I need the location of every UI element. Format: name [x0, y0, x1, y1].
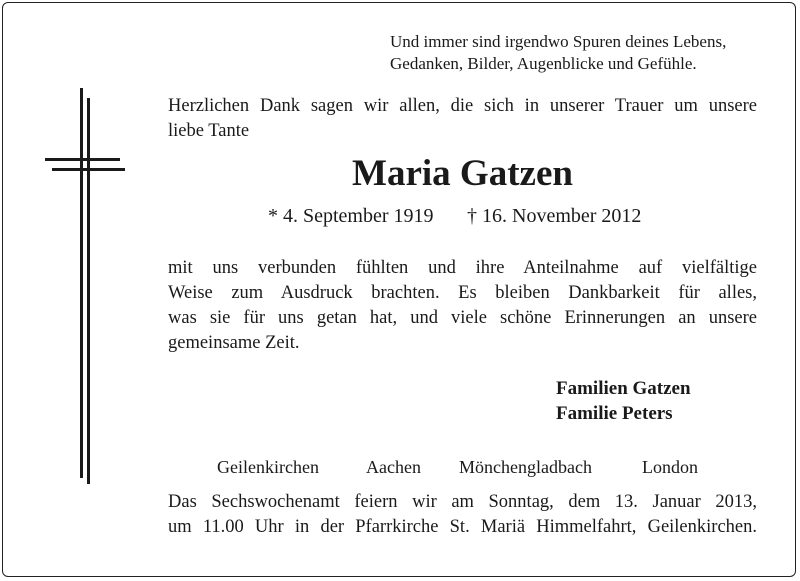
place-london: London [642, 457, 698, 477]
motto-line-1: Und immer sind irgendwo Spuren deines Lebens, [390, 32, 727, 51]
intro-line-1: Herzlichen Dank sagen wir allen, die sich in unserer Trauer um unsere [168, 96, 757, 116]
service-text [168, 490, 757, 540]
deceased-name: Maria Gatzen [352, 153, 573, 194]
intro-line-2: liebe Tante [168, 121, 250, 141]
motto-line-2: Gedanken, Bilder, Augenblicke und Gefühle. [390, 54, 697, 73]
body-text [168, 256, 757, 356]
birth-date: * 4. September 1919 [268, 205, 434, 227]
body-line-1: mit uns verbunden fühlten und ihre Anteilnahme auf vielfältige [168, 258, 757, 278]
death-date: † 16. November 2012 [467, 205, 642, 227]
intro-text [168, 94, 757, 144]
place-moenchengladbach: Mönchengladbach [459, 457, 592, 477]
body-line-4: gemeinsame Zeit. [168, 333, 300, 353]
place-geilenkirchen: Geilenkirchen [217, 457, 319, 477]
signature-line-2: Familie Peters [556, 403, 673, 424]
service-line-2: um 11.00 Uhr in der Pfarrkirche St. Mariä Himmelfahrt, Geilenkirchen. [168, 517, 757, 537]
body-line-2: Weise zum Ausdruck brachten. Es bleiben Dankbarkeit für alles, [168, 283, 757, 303]
signature-line-1: Familien Gatzen [556, 378, 691, 399]
place-aachen: Aachen [366, 457, 421, 477]
body-line-3: was sie für uns getan hat, und viele schöne Erinnerungen an unsere [168, 308, 757, 328]
service-line-1: Das Sechswochenamt feiern wir am Sonntag, dem 13. Januar 2013, [168, 492, 757, 512]
